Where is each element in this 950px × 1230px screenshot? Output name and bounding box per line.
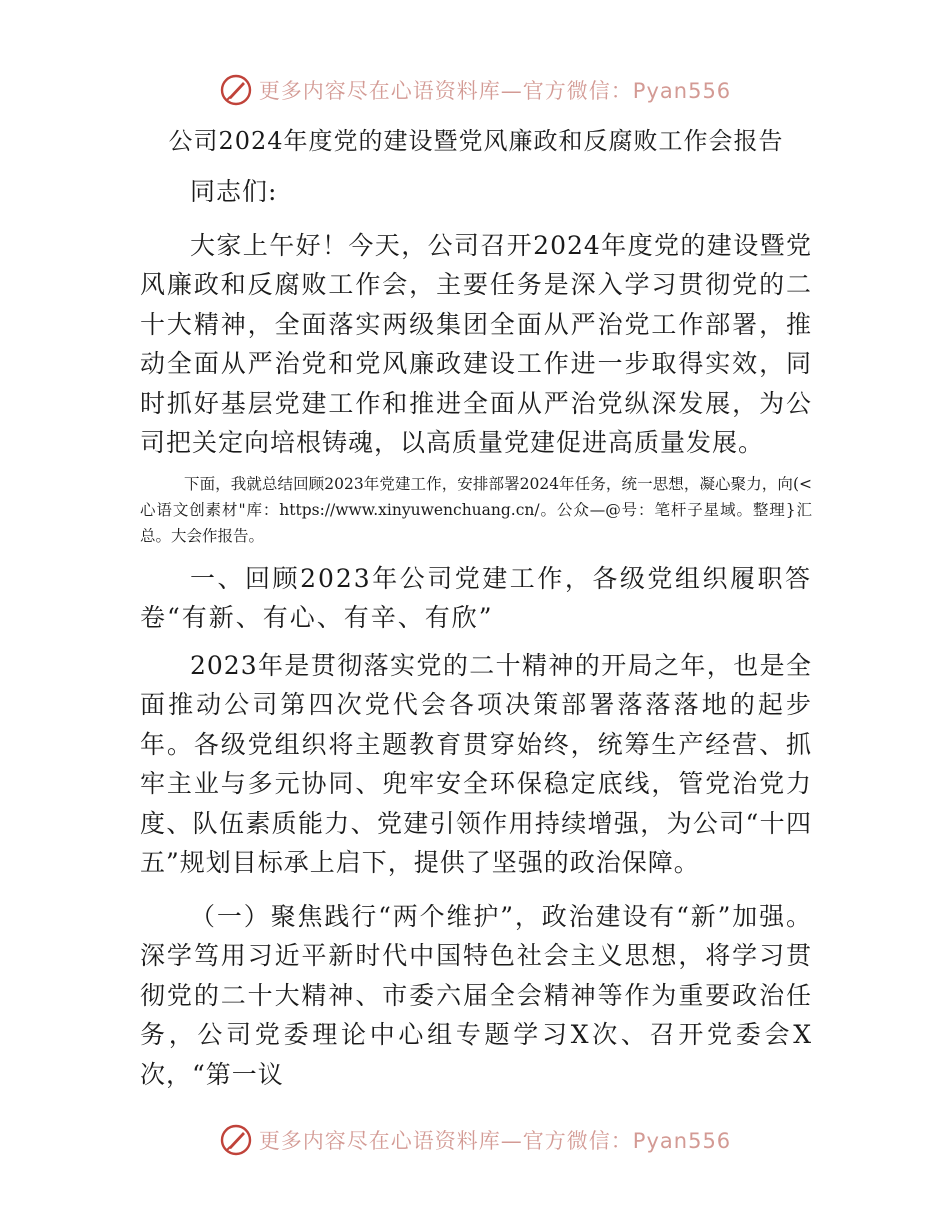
note-paragraph: 下面，我就总结回顾2023年党建工作，安排部署2024年任务，统一思想，凝心聚力，向(<心语文创素材"库：https://www.xinyuwenchuang.cn/。公众—@号：笔杆子星域。整理}汇总。大会作报告。 <box>140 474 812 545</box>
section-body-1: 2023年是贯彻落实党的二十精神的开局之年，也是全面推动公司第四次党代会各项决策部署落落落地的起步年。各级党组织将主题教育贯穿始终，统筹生产经营、抓牢主业与多元协同、兜牢安全环保稳定底线，管党治党力度、队伍素质能力、党建引领作用持续增强，为公司“十四五”规划目标承上启下，提供了坚强的政治保障。 <box>140 650 812 877</box>
document-title: 公司2024年度党的建设暨党风廉政和反腐败工作会报告 <box>168 127 784 155</box>
quill-logo-icon <box>219 1123 253 1157</box>
watermark-text: 更多内容尽在心语资料库—官方微信：Pyan556 <box>258 1129 732 1153</box>
header-watermark <box>0 70 950 110</box>
section-heading-1: 一、回顾2023年公司党建工作，各级党组织履职答卷“有新、有心、有辛、有欣” <box>140 563 812 632</box>
footer-watermark <box>0 1120 950 1160</box>
intro-paragraph: 大家上午好！今天，公司召开2024年度党的建设暨党风廉政和反腐败工作会，主要任务是深入学习贯彻党的二十大精神，全面落实两级集团全面从严治党工作部署，推动全面从严治党和党风廉政建设工作进一步取得实效，同时抓好基层党建工作和推进全面从严治党纵深发展，为公司把关定向培根铸魂，以高质量党建促进高质量发展。 <box>140 230 812 457</box>
document-page <box>140 118 812 1094</box>
watermark-text: 更多内容尽在心语资料库—官方微信：Pyan556 <box>258 79 732 103</box>
subsection-paragraph-1: （一）聚焦践行“两个维护”，政治建设有“新”加强。深学笃用习近平新时代中国特色社会主义思想，将学习贯彻党的二十大精神、市委六届全会精神等作为重要政治任务，公司党委理论中心组专题学习X次、召开党委会X次，“第一议 <box>140 901 812 1089</box>
salutation: 同志们: <box>190 177 278 206</box>
quill-logo-icon <box>219 73 253 107</box>
